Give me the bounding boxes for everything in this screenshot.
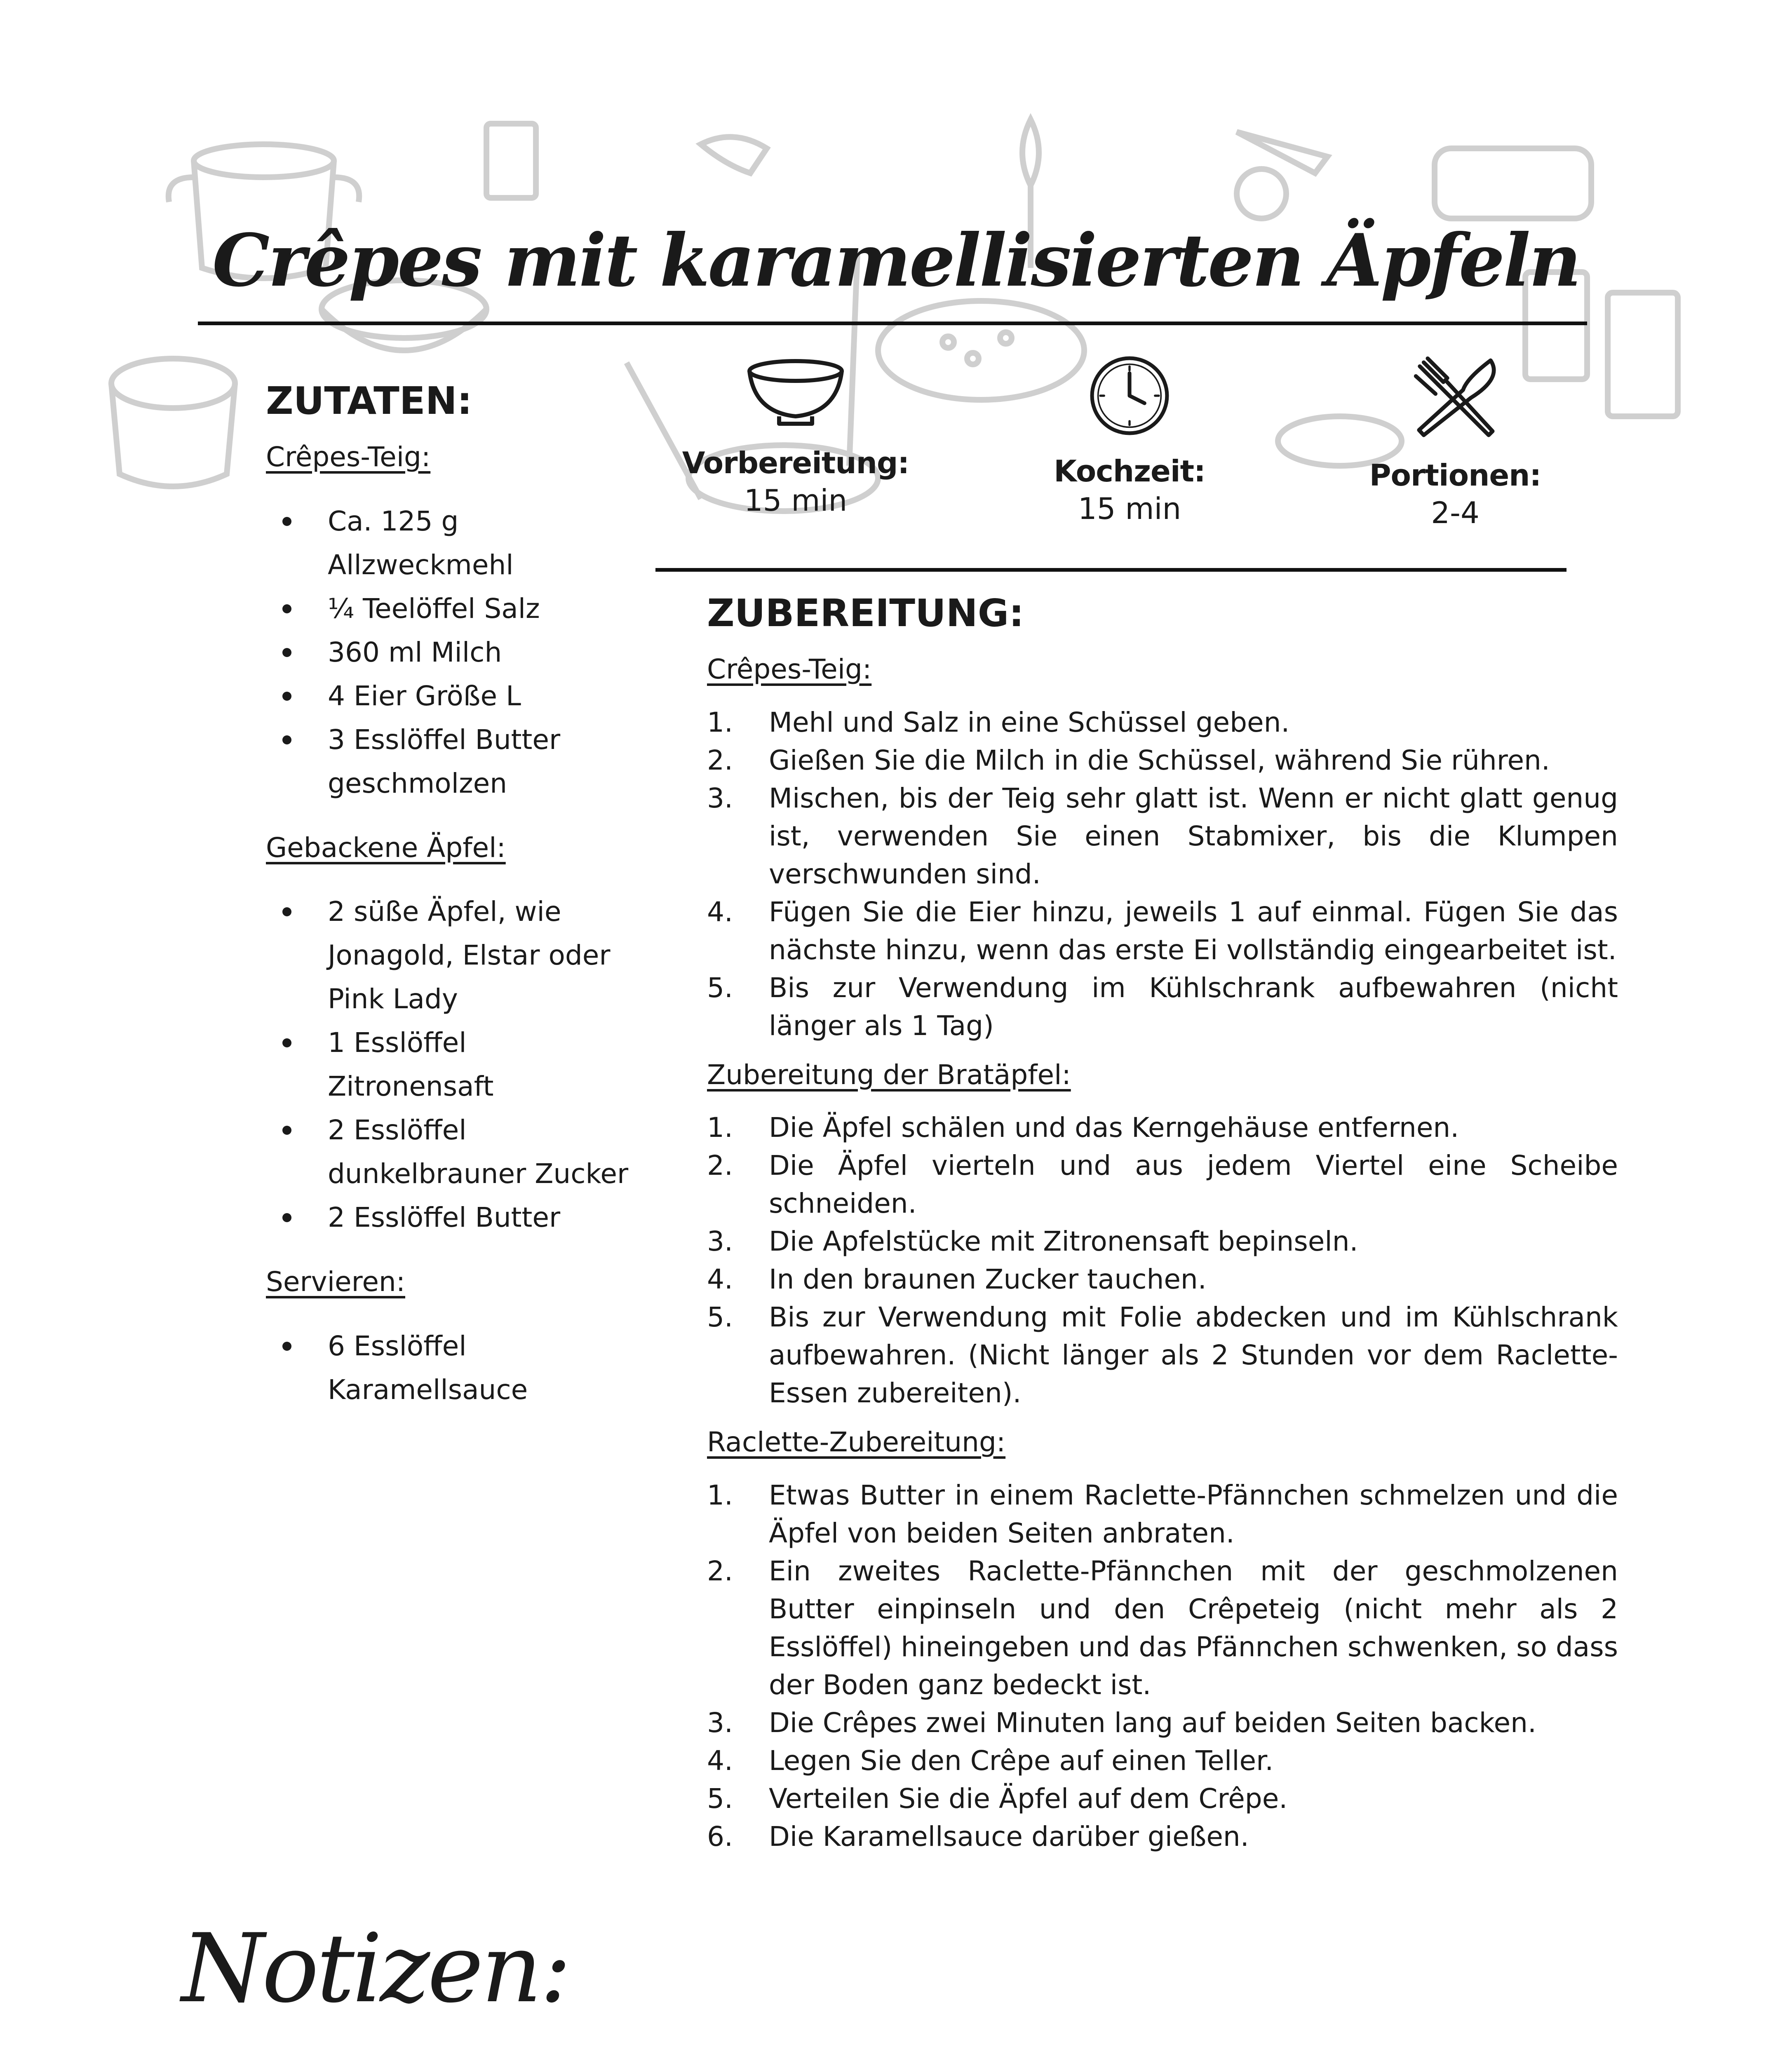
step-list: [707, 1109, 1618, 1412]
step-item: 4. Legen Sie den Crêpe auf einen Teller.: [707, 1745, 1274, 1777]
bullet-icon: [282, 1126, 291, 1135]
preparation-section: [707, 592, 1618, 1864]
ingredient-item: 360 ml Milch: [266, 631, 637, 674]
ingredient-item: ¼ Teelöffel Salz: [266, 587, 637, 631]
ingredient-item: 2 süße Äpfel, wie Jonagold, Elstar oder Pink Lady: [266, 890, 637, 1021]
ingredients-section: [266, 379, 637, 1412]
ingredient-item: 2 Esslöffel Butter: [266, 1196, 637, 1239]
prep-time-block: [651, 354, 940, 521]
step-item: 5. Verteilen Sie die Äpfel auf dem Crêpe.: [707, 1783, 1288, 1815]
prep-time-value: 15 min: [744, 483, 848, 518]
prep-time-label: Vorbereitung:: [682, 446, 909, 480]
ingredient-item: Ca. 125 g Allzweckmehl: [266, 500, 637, 587]
ingredient-list: [266, 500, 637, 805]
bullet-icon: [282, 1038, 291, 1047]
ingredients-heading: ZUTATEN:: [266, 379, 472, 423]
bullet-icon: [282, 1213, 291, 1222]
meta-divider: [655, 568, 1567, 572]
bullet-icon: [282, 907, 291, 916]
ingredient-item: 1 Esslöffel Zitronensaft: [266, 1021, 637, 1108]
step-item: 2. Die Äpfel vierteln und aus jedem Viertel eine Scheibe schneiden.: [707, 1150, 1618, 1220]
ingredient-item: 3 Esslöffel Butter geschmolzen: [266, 718, 637, 805]
servings-value: 2-4: [1431, 495, 1480, 531]
ingredient-group-heading: Servieren:: [266, 1266, 405, 1298]
step-item: 1. Etwas Butter in einem Raclette-Pfännchen schmelzen und die Äpfel von beiden Seiten anbraten.: [707, 1479, 1618, 1549]
servings-block: [1311, 354, 1599, 533]
step-item: 3. Die Crêpes zwei Minuten lang auf beiden Seiten backen.: [707, 1707, 1536, 1739]
step-group-heading: Crêpes-Teig:: [707, 653, 872, 685]
recipe-title: Crêpes mit karamellisierten Äpfeln: [212, 218, 1580, 303]
ingredient-item: 4 Eier Größe L: [266, 674, 637, 718]
step-item: 4. Fügen Sie die Eier hinzu, jeweils 1 auf einmal. Fügen Sie das nächste hinzu, wenn das erste Ei vollständig eingearbeitet ist.: [707, 896, 1618, 966]
ingredient-list: [266, 890, 637, 1239]
title-divider: [198, 322, 1587, 325]
ingredient-group-heading: Gebackene Äpfel:: [266, 831, 506, 864]
step-list: [707, 1477, 1618, 1856]
cook-time-block: [985, 354, 1274, 529]
ingredient-list: [266, 1324, 637, 1412]
bullet-icon: [282, 692, 291, 701]
bullet-icon: [282, 648, 291, 657]
step-item: 2. Ein zweites Raclette-Pfännchen mit der geschmolzenen Butter einpinseln und den Crêpeteig (nicht mehr als 2 Esslöffel) hineingeben und das Pfännchen schwenken, so dass der Boden ganz bedeckt ist.: [707, 1555, 1618, 1701]
bullet-icon: [282, 1342, 291, 1351]
bullet-icon: [282, 517, 291, 526]
bullet-icon: [282, 604, 291, 613]
step-item: 1. Die Äpfel schälen und das Kerngehäuse entfernen.: [707, 1112, 1459, 1144]
step-group-heading: Zubereitung der Bratäpfel:: [707, 1059, 1071, 1091]
ingredient-item: 2 Esslöffel dunkelbrauner Zucker: [266, 1108, 637, 1196]
step-item: 4. In den braunen Zucker tauchen.: [707, 1263, 1207, 1296]
step-item: 1. Mehl und Salz in eine Schüssel geben.: [707, 706, 1290, 738]
step-item: 3. Die Apfelstücke mit Zitronensaft bepinseln.: [707, 1225, 1358, 1258]
ingredient-item: 6 Esslöffel Karamellsauce: [266, 1324, 637, 1412]
cook-time-label: Kochzeit:: [1054, 454, 1205, 488]
servings-label: Portionen:: [1369, 458, 1541, 493]
clock-icon: [1084, 354, 1175, 437]
step-item: 5. Bis zur Verwendung im Kühlschrank aufbewahren (nicht länger als 1 Tag): [707, 972, 1618, 1042]
cook-time-value: 15 min: [1078, 491, 1181, 526]
preparation-heading: ZUBEREITUNG:: [707, 591, 1024, 635]
ingredient-group-heading: Crêpes-Teig:: [266, 441, 431, 473]
step-item: 5. Bis zur Verwendung mit Folie abdecken und im Kühlschrank aufbewahren. (Nicht länger als 2 Stunden vor dem Raclette-Essen zubereiten).: [707, 1301, 1618, 1409]
step-list: [707, 704, 1618, 1045]
step-item: 6. Die Karamellsauce darüber gießen.: [707, 1821, 1249, 1853]
step-item: 3. Mischen, bis der Teig sehr glatt ist. Wenn er nicht glatt genug ist, verwenden Sie einen Stabmixer, bis die Klumpen verschwunden sind.: [707, 782, 1618, 890]
step-group-heading: Raclette-Zubereitung:: [707, 1426, 1006, 1458]
fork-knife-icon: [1410, 354, 1501, 441]
bullet-icon: [282, 735, 291, 744]
step-item: 2. Gießen Sie die Milch in die Schüssel, während Sie rühren.: [707, 744, 1550, 776]
bowl-icon: [746, 354, 845, 429]
notes-heading: Notizen:: [181, 1914, 569, 2024]
